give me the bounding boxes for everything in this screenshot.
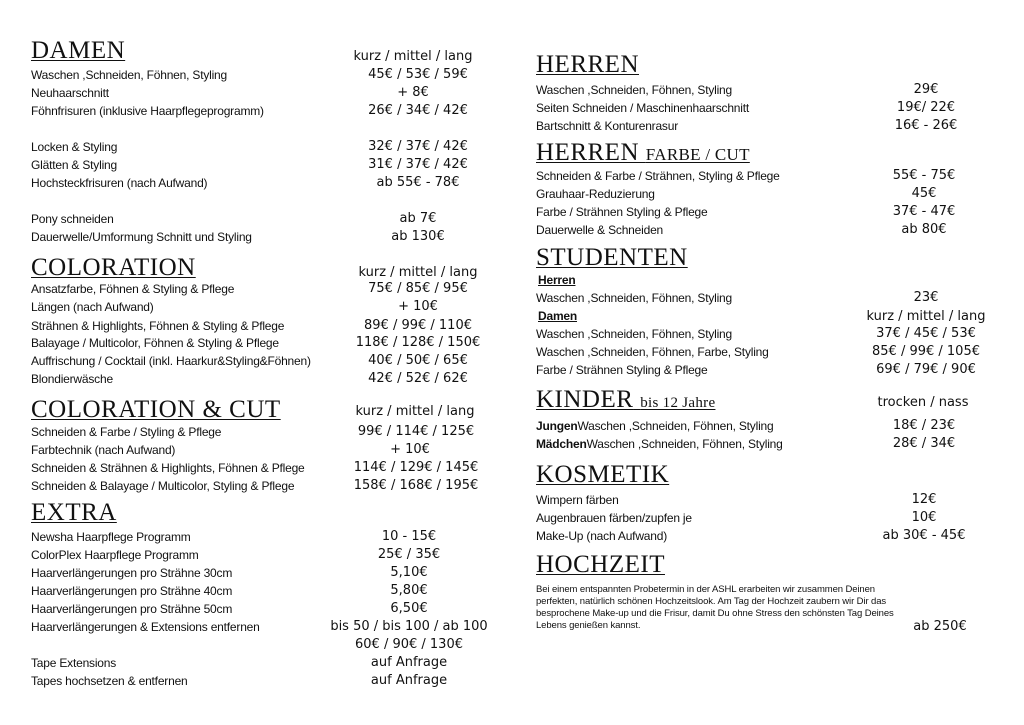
section-title-studenten: STUDENTEN: [536, 244, 688, 271]
service-label: Glätten & Styling: [31, 158, 117, 172]
service-price: 10 - 15€: [381, 529, 437, 544]
section-title-extra: EXTRA: [31, 499, 117, 526]
service-price: 10€: [911, 510, 937, 525]
service-price: 114€ / 129€ / 145€: [353, 460, 479, 475]
service-price: 45€: [911, 186, 937, 201]
service-price: 118€ / 128€ / 150€: [355, 335, 481, 350]
service-label: Hochsteckfrisuren (nach Aufwand): [31, 176, 208, 190]
service-price: 26€ / 34€ / 42€: [368, 103, 468, 118]
service-price: ab 7€: [399, 211, 437, 226]
service-price: 40€ / 50€ / 65€: [368, 353, 468, 368]
service-price: 42€ / 52€ / 62€: [368, 371, 468, 386]
kinder-group-label: Jungen: [536, 419, 578, 433]
service-label: Make-Up (nach Aufwand): [536, 529, 667, 543]
list-item: [536, 419, 773, 433]
service-label: Waschen ,Schneiden, Föhnen, Farbe, Styling: [536, 345, 769, 359]
service-price: 29€: [913, 82, 939, 97]
service-price: 12€: [911, 492, 937, 507]
service-price: 69€ / 79€ / 90€: [876, 362, 976, 377]
service-price: 158€ / 168€ / 195€: [353, 478, 479, 493]
service-price: 25€ / 35€: [377, 547, 441, 562]
service-price: + 10€: [390, 442, 430, 457]
service-label: Pony schneiden: [31, 212, 114, 226]
service-label: Bartschnitt & Konturenrasur: [536, 119, 679, 133]
studenten-herren-label: Herren: [538, 273, 576, 287]
service-label: Farbe / Strähnen Styling & Pflege: [536, 363, 708, 377]
section-title-coloration-cut: COLORATION & CUT: [31, 396, 281, 423]
service-label: Balayage / Multicolor, Föhnen & Styling & Pflege: [31, 336, 279, 350]
coloration-cut-size-header: kurz / mittel / lang: [355, 404, 475, 419]
service-price: 55€ - 75€: [892, 168, 956, 183]
service-price: ab 80€: [901, 222, 947, 237]
service-price: 5,10€: [390, 565, 428, 580]
service-price: 89€ / 99€ / 110€: [364, 318, 472, 333]
service-label: Haarverlängerungen pro Strähne 40cm: [31, 584, 233, 598]
service-price: + 10€: [398, 299, 438, 314]
service-label: Schneiden & Farbe / Strähnen, Styling & Pflege: [536, 169, 780, 183]
damen-size-header: kurz / mittel / lang: [353, 49, 473, 64]
service-price: 32€ / 37€ / 42€: [368, 139, 468, 154]
section-title-kosmetik: KOSMETIK: [536, 461, 670, 488]
service-price: ab 55€ - 78€: [376, 175, 460, 190]
service-price: 23€: [913, 290, 939, 305]
service-price: 16€ - 26€: [894, 118, 958, 133]
service-label: Haarverlängerungen pro Strähne 50cm: [31, 602, 233, 616]
service-label: Tapes hochsetzen & entfernen: [31, 674, 188, 688]
section-title-damen: DAMEN: [31, 37, 126, 64]
service-label: Föhnfrisuren (inklusive Haarpflegeprogramm): [31, 104, 264, 118]
service-label: Dauerwelle/Umformung Schnitt und Styling: [31, 230, 252, 244]
service-label: Längen (nach Aufwand): [31, 300, 154, 314]
service-price: 19€/ 22€: [896, 100, 956, 115]
studenten-size-header: kurz / mittel / lang: [866, 309, 986, 324]
service-price: + 8€: [397, 85, 429, 100]
kinder-subtitle: bis 12 Jahre: [640, 395, 716, 411]
herren-farbe-title: HERREN: [536, 139, 639, 166]
service-label: Haarverlängerungen & Extensions entfernen: [31, 620, 260, 634]
service-price: 37€ - 47€: [892, 204, 956, 219]
service-label: Farbtechnik (nach Aufwand): [31, 443, 176, 457]
service-price: 18€ / 23€: [892, 418, 956, 433]
service-label: Grauhaar-Reduzierung: [536, 187, 655, 201]
section-title-herren-farbe-cut: [536, 140, 750, 168]
service-label: Auffrischung / Cocktail (inkl. Haarkur&Styling&Föhnen): [31, 354, 311, 368]
service-price: auf Anfrage: [370, 655, 448, 670]
service-label: Schneiden & Strähnen & Highlights, Föhnen & Pflege: [31, 461, 305, 475]
service-label: ColorPlex Haarpflege Programm: [31, 548, 199, 562]
service-label: Haarverlängerungen pro Strähne 30cm: [31, 566, 233, 580]
service-price: 31€ / 37€ / 42€: [368, 157, 468, 172]
service-price: ab 30€ - 45€: [882, 528, 966, 543]
service-price: 45€ / 53€ / 59€: [368, 67, 468, 82]
studenten-damen-label: Damen: [538, 309, 578, 323]
service-price: 85€ / 99€ / 105€: [872, 344, 980, 359]
section-title-kinder: [536, 387, 715, 416]
service-label: Waschen ,Schneiden, Föhnen, Styling: [536, 291, 733, 305]
service-label: Blondierwäsche: [31, 372, 113, 386]
hochzeit-description: Bei einem entspannten Probetermin in der ASHL erarbeiten wir zusammen Deinen perfekten, natürlich schönen Hochzeitslook. Am Tag der Hochzeit zaubern wir Dir das besprochene Make-up und die Frisur, damit Du ohne Stress den schönsten Tag Deines Lebens genießen kannst.: [536, 584, 894, 631]
service-label: Dauerwelle & Schneiden: [536, 223, 664, 237]
service-price: auf Anfrage: [370, 673, 448, 688]
service-label: Tape Extensions: [31, 656, 117, 670]
service-label: Waschen ,Schneiden, Föhnen, Styling: [577, 419, 774, 433]
service-price: 37€ / 45€ / 53€: [876, 326, 976, 341]
service-label: Waschen ,Schneiden, Föhnen, Styling: [31, 68, 228, 82]
coloration-size-header: kurz / mittel / lang: [358, 265, 478, 280]
service-label: Newsha Haarpflege Programm: [31, 530, 191, 544]
service-label: Neuhaarschnitt: [31, 86, 109, 100]
service-price: ab 130€: [391, 229, 445, 244]
section-title-herren: HERREN: [536, 51, 639, 78]
service-label: Waschen ,Schneiden, Föhnen, Styling: [536, 83, 733, 97]
service-label: Seiten Schneiden / Maschinenhaarschnitt: [536, 101, 750, 115]
kinder-type-header: trocken / nass: [877, 395, 969, 410]
service-label: Waschen ,Schneiden, Föhnen, Styling: [536, 327, 733, 341]
kinder-group-label: Mädchen: [536, 437, 587, 451]
service-label: Strähnen & Highlights, Föhnen & Styling & Pflege: [31, 319, 285, 333]
service-label: Schneiden & Balayage / Multicolor, Styling & Pflege: [31, 479, 295, 493]
kinder-title: KINDER: [536, 386, 634, 413]
service-price: 6,50€: [390, 601, 428, 616]
section-title-hochzeit: HOCHZEIT: [536, 551, 665, 578]
service-price: 28€ / 34€: [892, 436, 956, 451]
service-label: Farbe / Strähnen Styling & Pflege: [536, 205, 708, 219]
service-price: bis 50 / bis 100 / ab 100: [330, 619, 488, 634]
list-item: [536, 437, 783, 451]
service-price: 60€ / 90€ / 130€: [355, 637, 463, 652]
service-label: Waschen ,Schneiden, Föhnen, Styling: [586, 437, 783, 451]
service-label: Schneiden & Farbe / Styling & Pflege: [31, 425, 222, 439]
service-price: 5,80€: [390, 583, 428, 598]
hochzeit-price: ab 250€: [913, 619, 967, 634]
service-price: 99€ / 114€ / 125€: [357, 424, 475, 439]
service-price: 75€ / 85€ / 95€: [368, 281, 468, 296]
service-label: Locken & Styling: [31, 140, 118, 154]
service-label: Wimpern färben: [536, 493, 619, 507]
herren-farbe-subtitle: FARBE / CUT: [645, 145, 750, 164]
section-title-coloration: COLORATION: [31, 254, 196, 281]
service-label: Ansatzfarbe, Föhnen & Styling & Pflege: [31, 282, 235, 296]
service-label: Augenbrauen färben/zupfen je: [536, 511, 692, 525]
